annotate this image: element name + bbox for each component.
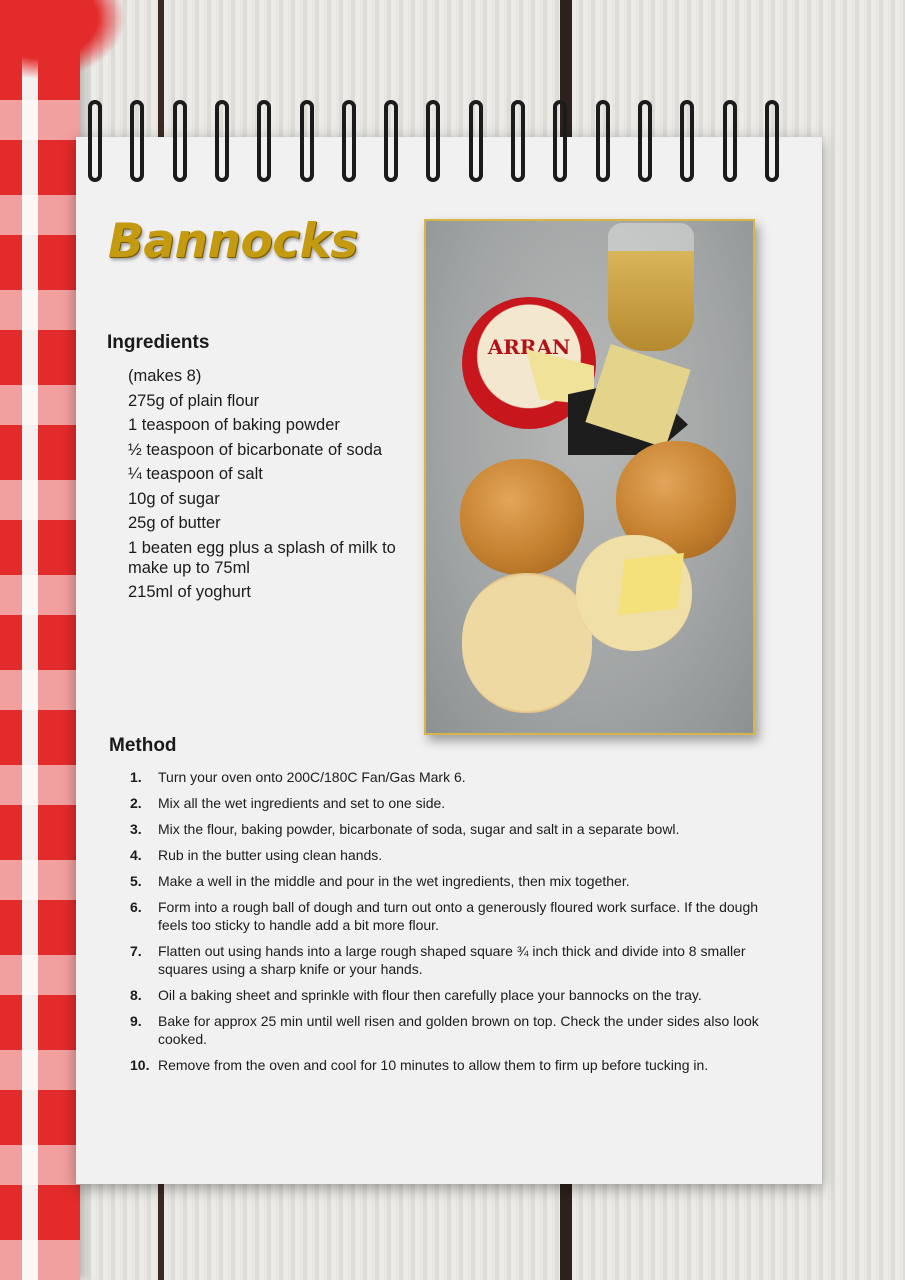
binding-ring [723, 100, 737, 182]
step-text: Oil a baking sheet and sprinkle with flour then carefully place your bannocks on the tray. [158, 987, 702, 1003]
method-step [130, 820, 770, 838]
ingredient-item: 275g of plain flour [128, 391, 260, 410]
recipe-title: Bannocks [108, 214, 358, 269]
step-number: 3. [130, 821, 142, 837]
step-text: Make a well in the middle and pour in the wet ingredients, then mix together. [158, 873, 630, 889]
spiral-binding [88, 100, 798, 190]
checkered-cloth [0, 0, 80, 1280]
method-step [130, 1012, 770, 1048]
method-step [130, 898, 770, 934]
binding-ring [426, 100, 440, 182]
step-number: 2. [130, 795, 142, 811]
ingredients-heading: Ingredients [107, 332, 210, 353]
bannock-1 [460, 459, 584, 575]
method-step [130, 794, 770, 812]
binding-ring [553, 100, 567, 182]
binding-ring [130, 100, 144, 182]
step-number: 6. [130, 899, 142, 915]
step-number: 7. [130, 943, 142, 959]
binding-ring [469, 100, 483, 182]
step-text: Remove from the oven and cool for 10 minutes to allow them to firm up before tucking in. [158, 1057, 709, 1073]
binding-ring [257, 100, 271, 182]
ingredient-item: 1 teaspoon of baking powder [128, 416, 340, 434]
cloth-fringe [0, 0, 140, 90]
step-number: 8. [130, 987, 142, 1003]
ingredients-list [128, 366, 418, 607]
step-text: Rub in the butter using clean hands. [158, 847, 383, 863]
ingredient-item: 215ml of yoghurt [128, 583, 251, 601]
binding-ring [511, 100, 525, 182]
method-step [130, 986, 770, 1004]
binding-ring [638, 100, 652, 182]
method-steps [130, 768, 770, 1074]
bannock-halved [462, 573, 592, 713]
cheese-slice [618, 553, 684, 615]
step-number: 5. [130, 873, 142, 889]
cheese-label: ARRAN [487, 335, 571, 359]
step-number: 4. [130, 847, 142, 863]
ingredient-item: ¼ teaspoon of salt [128, 465, 263, 483]
step-number: 9. [130, 1013, 142, 1029]
step-text: Flatten out using hands into a large rough shaped square ¾ inch thick and divide into 8 smaller squares using a sharp knife or your hands. [158, 943, 746, 977]
whisky-glass [608, 223, 694, 351]
binding-ring [300, 100, 314, 182]
step-text: Bake for approx 25 min until well risen and golden brown on top. Check the under sides also look cooked. [158, 1013, 759, 1047]
method-step [130, 872, 770, 890]
ingredient-item: 10g of sugar [128, 489, 220, 508]
method-step [130, 942, 770, 978]
step-text: Turn your oven onto 200C/180C Fan/Gas Mark 6. [158, 769, 466, 785]
ingredient-item: 25g of butter [128, 514, 221, 532]
binding-ring [680, 100, 694, 182]
step-text: Form into a rough ball of dough and turn out onto a generously floured work surface. If the dough feels too sticky to handle add a bit more flour. [158, 899, 759, 933]
binding-ring [384, 100, 398, 182]
step-number: 10. [130, 1057, 150, 1073]
binding-ring [342, 100, 356, 182]
binding-ring [173, 100, 187, 182]
ingredient-item: 1 beaten egg plus a splash of milk to make up to 75ml [128, 538, 396, 577]
method-step [130, 1056, 770, 1074]
method-step [130, 846, 770, 864]
binding-ring [215, 100, 229, 182]
binding-ring [88, 100, 102, 182]
ingredient-item: (makes 8) [128, 367, 202, 385]
method-step [130, 768, 770, 786]
step-text: Mix all the wet ingredients and set to one side. [158, 795, 446, 811]
recipe-photo [424, 219, 755, 735]
ingredient-item: ½ teaspoon of bicarbonate of soda [128, 440, 383, 459]
step-text: Mix the flour, baking powder, bicarbonate of soda, sugar and salt in a separate bowl. [158, 821, 680, 837]
step-number: 1. [130, 769, 142, 785]
binding-ring [596, 100, 610, 182]
method-heading: Method [109, 735, 177, 756]
binding-ring [765, 100, 779, 182]
